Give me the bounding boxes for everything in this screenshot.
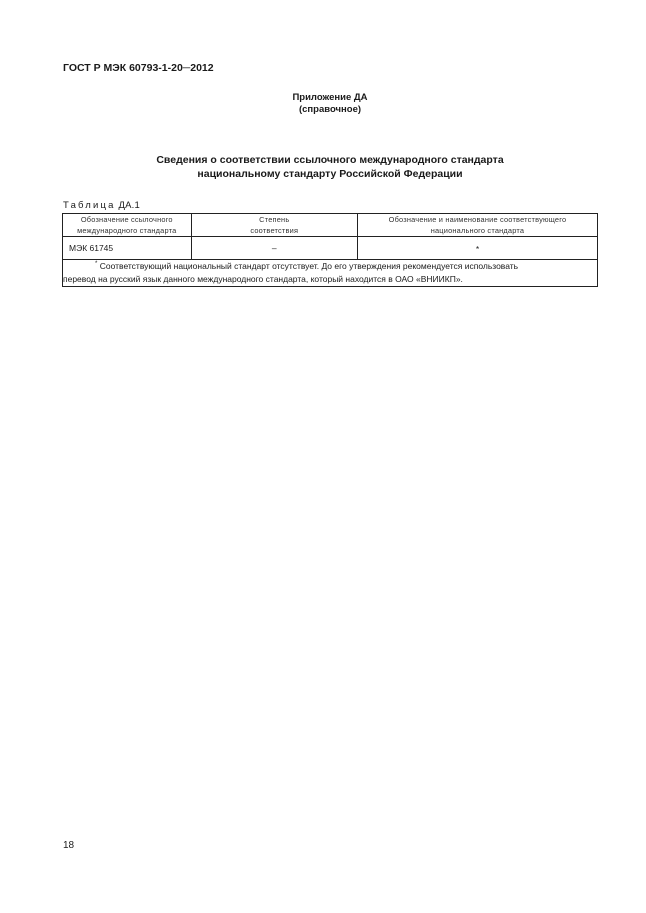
table-header-row [63, 214, 598, 237]
table-footnote-row [63, 260, 598, 287]
column-header-degree [191, 214, 357, 237]
cell-ref-standard: МЭК 61745 [63, 237, 192, 260]
correspondence-table [62, 213, 598, 287]
cell-degree: – [191, 237, 357, 260]
column-header-national-standard [357, 214, 597, 237]
column-header-line: Обозначение ссылочного [80, 215, 173, 224]
table-caption-word: Таблица [63, 200, 116, 211]
footnote-marker: * [95, 261, 98, 267]
column-header-line: Обозначение и наименование соответствующего [388, 215, 567, 224]
column-header-line: национального стандарта [430, 226, 525, 235]
footnote-text-1: Соответствующий национальный стандарт отсутствует. До его утверждения рекомендуется использовать [99, 261, 519, 271]
annex-title: Приложение ДА [292, 92, 368, 103]
cell-national-standard: * [357, 237, 597, 260]
table-row [63, 237, 598, 260]
annex-heading [0, 153, 646, 181]
table-caption-number: ДА.1 [118, 200, 140, 211]
column-header-line: международного стандарта [77, 226, 177, 235]
page-number: 18 [63, 840, 75, 851]
heading-line-2: национальному стандарту Российской Федерации [197, 168, 463, 180]
column-header-ref-standard [63, 214, 192, 237]
table-footnote [63, 260, 598, 287]
footnote-line-2: перевод на русский язык данного международного стандарта, который находится в ОАО «ВНИИКП». [63, 274, 463, 284]
table-caption [63, 200, 140, 211]
annex-status: (справочное) [298, 104, 362, 115]
column-header-line: Степень [259, 215, 290, 224]
annex-header [0, 92, 646, 116]
column-header-line: соответствия [250, 226, 299, 235]
heading-line-1: Сведения о соответствии ссылочного международного стандарта [156, 154, 504, 166]
document-code: ГОСТ Р МЭК 60793-1-20─2012 [63, 62, 214, 74]
footnote-line-1 [63, 260, 597, 273]
